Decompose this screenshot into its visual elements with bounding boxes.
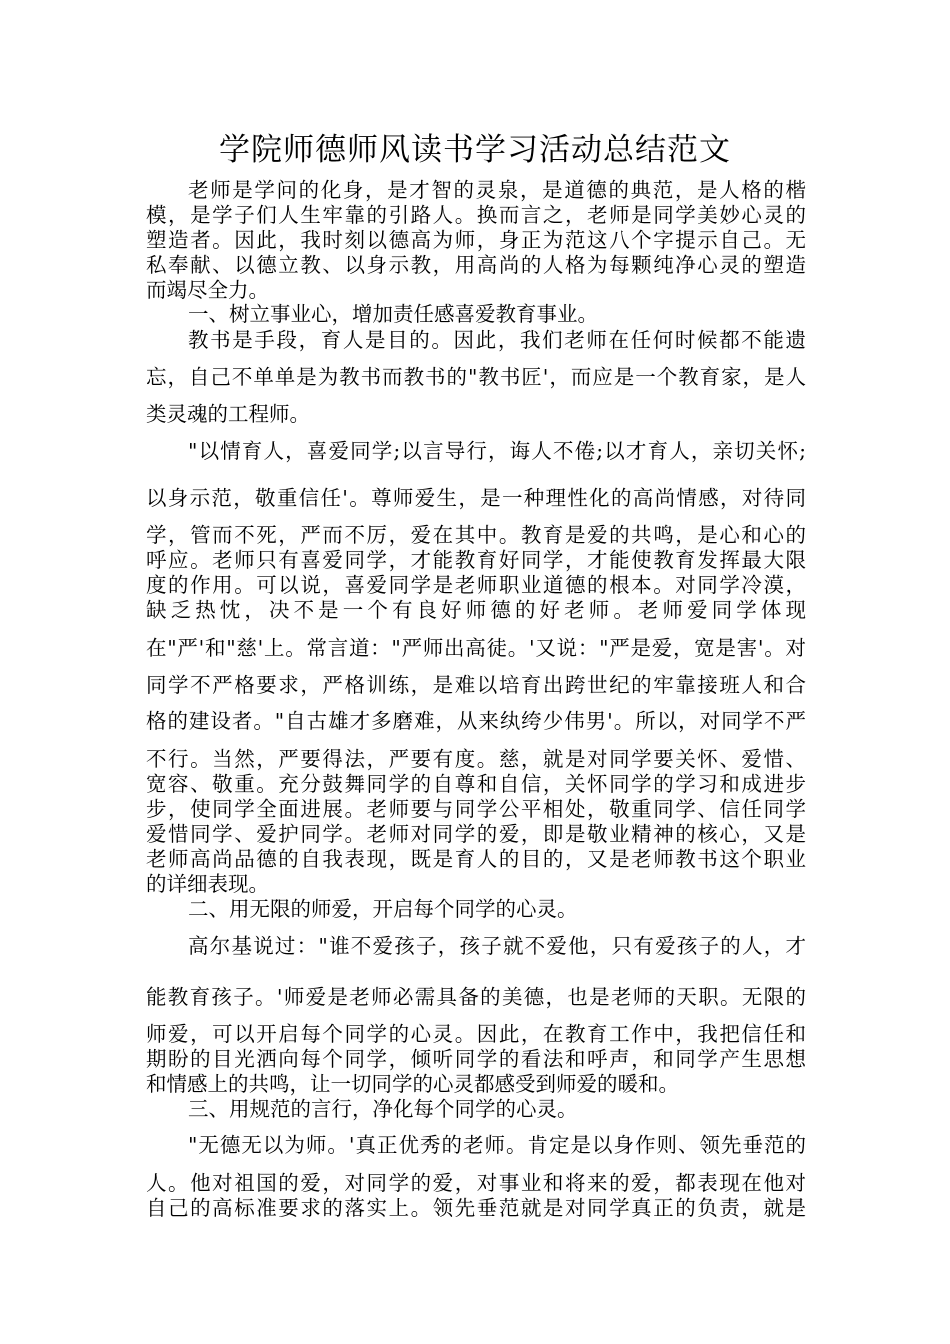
paragraph-line: 呼应。老师只有喜爱同学，才能教育好同学，才能使教育发挥最大限: [146, 548, 806, 572]
paragraph-line: 能教育孩子。'师爱是老师必需具备的美德，也是老师的天职。无限的: [146, 985, 806, 1009]
paragraph-line: 老师高尚品德的自我表现，既是育人的目的，又是老师教书这个职业: [146, 847, 806, 871]
section-heading: 一、树立事业心，增加责任感喜爱教育事业。: [188, 302, 598, 326]
paragraph-line: 缺乏热忱，决不是一个有良好师德的好老师。老师爱同学体现: [146, 598, 806, 622]
paragraph-line: 在"严'和"慈'上。常言道："严师出高徒。'又说："严是爱，宽是害'。对: [146, 636, 806, 660]
paragraph-line: 宽容、敬重。充分鼓舞同学的自尊和自信，关怀同学的学习和成进步: [146, 772, 806, 796]
paragraph-line: 自己的高标准要求的落实上。领先垂范就是对同学真正的负责，就是: [146, 1196, 806, 1220]
paragraph-line: 格的建设者。"自古雄才多磨难，从来纨绔少伟男'。所以，对同学不严: [146, 709, 806, 733]
paragraph-line: 爱惜同学、爱护同学。老师对同学的爱，即是敬业精神的核心，又是: [146, 822, 806, 846]
paragraph-line: 忘，自己不单单是为教书而教书的"教书匠'，而应是一个教育家，是人: [146, 365, 806, 389]
paragraph-line: "无德无以为师。'真正优秀的老师。肯定是以身作则、领先垂范的: [188, 1133, 806, 1157]
paragraph-line: 以身示范，敬重信任'。尊师爱生，是一种理性化的高尚情感，对待同: [146, 486, 806, 510]
paragraph-line: 同学不严格要求，严格训练，是难以培育出跨世纪的牢靠接班人和合: [146, 673, 806, 697]
paragraph-line: 步，使同学全面进展。老师要与同学公平相处，敬重同学、信任同学: [146, 797, 806, 821]
paragraph-line: 模，是学子们人生牢靠的引路人。换而言之，老师是同学美妙心灵的: [146, 203, 806, 227]
section-heading: 三、用规范的言行，净化每个同学的心灵。: [188, 1097, 578, 1121]
paragraph-line: 度的作用。可以说，喜爱同学是老师职业道德的根本。对同学冷漠，: [146, 573, 806, 597]
paragraph-line: 师爱，可以开启每个同学的心灵。因此，在教育工作中，我把信任和: [146, 1022, 806, 1046]
paragraph-line: 不行。当然，严要得法，严要有度。慈，就是对同学要关怀、爱惜、: [146, 747, 806, 771]
paragraph-line: 人。他对祖国的爱，对同学的爱，对事业和将来的爱，都表现在他对: [146, 1171, 806, 1195]
section-heading: 二、用无限的师爱，开启每个同学的心灵。: [188, 897, 578, 921]
paragraph-line: 和情感上的共鸣，让一切同学的心灵都感受到师爱的暖和。: [146, 1072, 679, 1096]
paragraph-line: 而竭尽全力。: [146, 278, 269, 302]
paragraph-line: "以情育人，喜爱同学;以言导行，诲人不倦;以才育人，亲切关怀;: [188, 439, 806, 463]
paragraph-line: 私奉献、以德立教、以身示教，用高尚的人格为每颗纯净心灵的塑造: [146, 253, 806, 277]
paragraph-line: 塑造者。因此，我时刻以德高为师，身正为范这八个字提示自己。无: [146, 228, 806, 252]
paragraph-line: 的详细表现。: [146, 872, 269, 896]
paragraph-line: 期盼的目光洒向每个同学，倾听同学的看法和呼声，和同学产生思想: [146, 1047, 806, 1071]
paragraph-line: 类灵魂的工程师。: [146, 402, 310, 426]
paragraph-line: 老师是学问的化身，是才智的灵泉，是道德的典范，是人格的楷: [188, 178, 806, 202]
paragraph-line: 高尔基说过："谁不爱孩子，孩子就不爱他，只有爱孩子的人，才: [188, 934, 806, 958]
paragraph-line: 教书是手段，育人是目的。因此，我们老师在任何时候都不能遗: [188, 328, 806, 352]
paragraph-line: 学，管而不死，严而不厉，爱在其中。教育是爱的共鸣，是心和心的: [146, 523, 806, 547]
document-title: 学院师德师风读书学习活动总结范文: [219, 132, 731, 168]
